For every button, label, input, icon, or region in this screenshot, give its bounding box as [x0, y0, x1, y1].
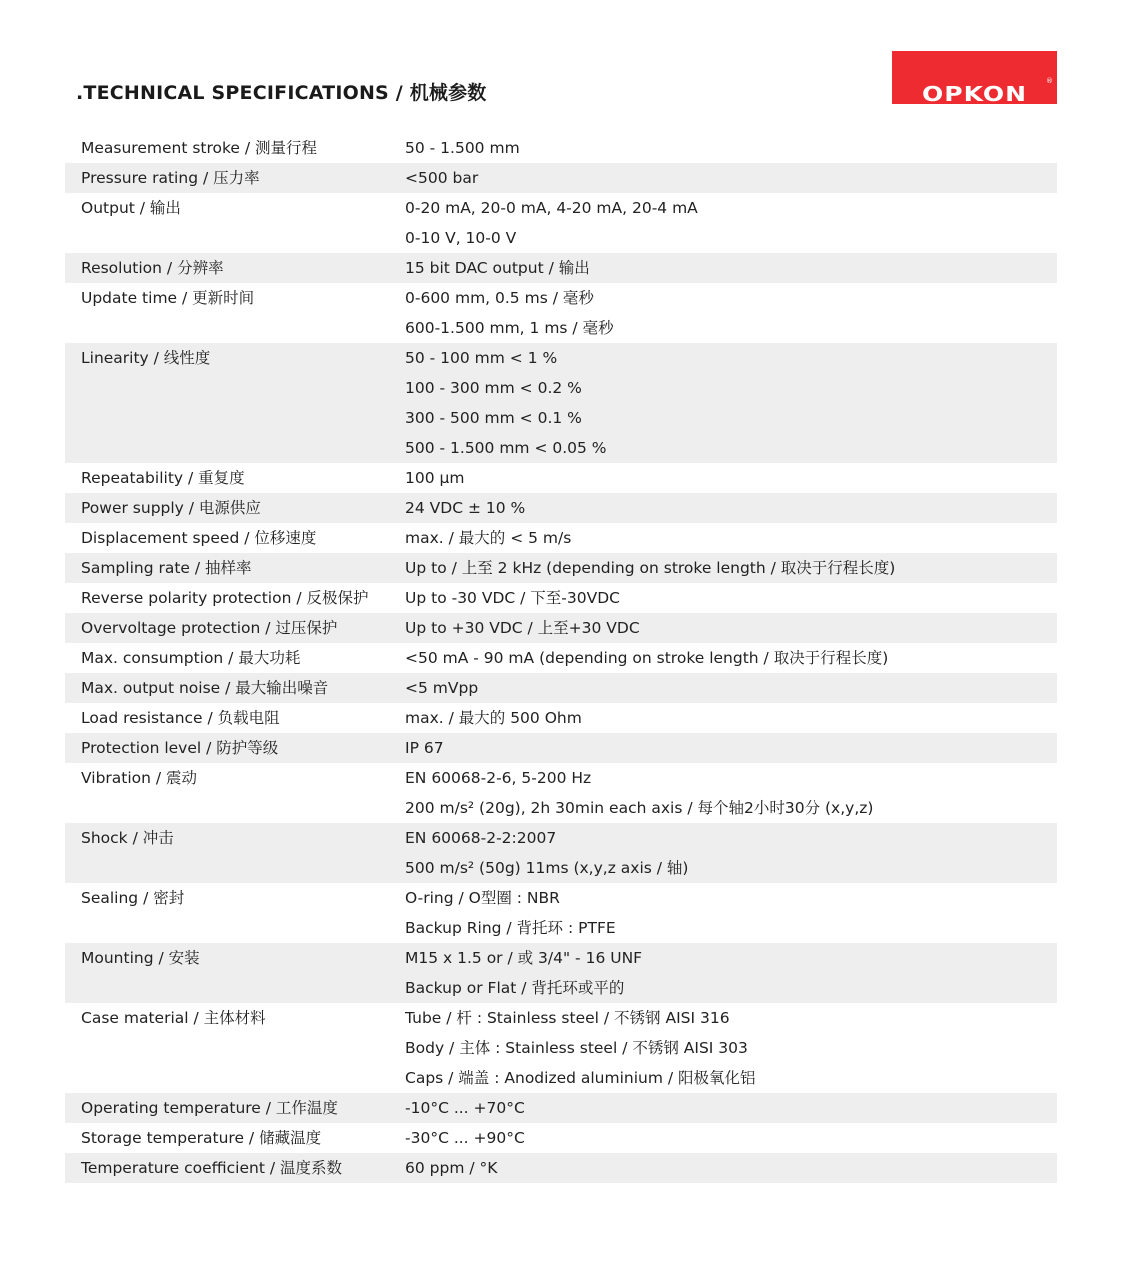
opkon-logo	[892, 51, 1057, 104]
spec-label: Displacement speed / 位移速度	[81, 529, 317, 547]
spec-label: Overvoltage protection / 过压保护	[81, 619, 338, 637]
spec-row	[65, 703, 1057, 733]
spec-row	[65, 673, 1057, 703]
spec-row	[65, 523, 1057, 553]
spec-row	[65, 493, 1057, 523]
spec-label: Reverse polarity protection / 反极保护	[81, 589, 369, 607]
spec-value: 500 - 1.500 mm < 0.05 %	[405, 439, 607, 457]
spec-label: Mounting / 安装	[81, 949, 200, 967]
spec-values	[389, 1123, 1057, 1153]
spec-value: 0-20 mA, 20-0 mA, 4-20 mA, 20-4 mA	[405, 199, 698, 217]
spec-row	[65, 163, 1057, 193]
page-title: .TECHNICAL SPECIFICATIONS / 机械参数	[76, 82, 487, 104]
spec-row	[65, 613, 1057, 643]
spec-label: Resolution / 分辨率	[81, 259, 224, 277]
spec-label: Max. output noise / 最大输出噪音	[81, 679, 329, 697]
spec-value: 100 - 300 mm < 0.2 %	[405, 379, 582, 397]
spec-values	[389, 1093, 1057, 1123]
spec-label: Update time / 更新时间	[81, 289, 255, 307]
spec-label: Sampling rate / 抽样率	[81, 559, 252, 577]
spec-row	[65, 133, 1057, 163]
spec-value: Tube / 杆 : Stainless steel / 不锈钢 AISI 316	[405, 1009, 730, 1027]
spec-label: Shock / 冲击	[81, 829, 174, 847]
spec-value: 0-10 V, 10-0 V	[405, 229, 517, 247]
spec-values	[389, 883, 1057, 943]
spec-label: Max. consumption / 最大功耗	[81, 649, 301, 667]
spec-value: -10°C ... +70°C	[405, 1099, 525, 1117]
spec-value: O-ring / O型圈 : NBR	[405, 889, 560, 907]
spec-value: IP 67	[405, 739, 444, 757]
spec-values	[389, 283, 1057, 343]
spec-row	[65, 283, 1057, 343]
spec-value: 100 μm	[405, 469, 465, 487]
spec-label: Power supply / 电源供应	[81, 499, 261, 517]
spec-value: Backup or Flat / 背托环或平的	[405, 979, 625, 997]
spec-values	[389, 1003, 1057, 1093]
spec-value: M15 x 1.5 or / 或 3/4" - 16 UNF	[405, 949, 643, 967]
spec-value: Up to +30 VDC / 上至+30 VDC	[405, 619, 640, 637]
spec-value: 50 - 100 mm < 1 %	[405, 349, 558, 367]
spec-value: <5 mVpp	[405, 679, 479, 697]
spec-row	[65, 943, 1057, 1003]
spec-label: Sealing / 密封	[81, 889, 185, 907]
spec-values	[389, 463, 1057, 493]
spec-value: Up to -30 VDC / 下至-30VDC	[405, 589, 620, 607]
spec-values	[389, 1153, 1057, 1183]
spec-value: 500 m/s² (50g) 11ms (x,y,z axis / 轴)	[405, 859, 689, 877]
spec-row	[65, 763, 1057, 823]
spec-row	[65, 1003, 1057, 1093]
spec-row	[65, 823, 1057, 883]
spec-table	[65, 133, 1057, 1183]
spec-value: <50 mA - 90 mA (depending on stroke length / 取决于行程长度)	[405, 649, 889, 667]
spec-row	[65, 643, 1057, 673]
spec-label: Vibration / 震动	[81, 769, 198, 787]
spec-value: Backup Ring / 背托环 : PTFE	[405, 919, 616, 937]
spec-row	[65, 1153, 1057, 1183]
spec-value: Body / 主体 : Stainless steel / 不锈钢 AISI 303	[405, 1039, 748, 1057]
spec-values	[389, 703, 1057, 733]
spec-value: 60 ppm / °K	[405, 1159, 498, 1177]
spec-value: <500 bar	[405, 169, 479, 187]
spec-value: 600-1.500 mm, 1 ms / 毫秒	[405, 319, 614, 337]
spec-row	[65, 1123, 1057, 1153]
spec-row	[65, 193, 1057, 253]
spec-row	[65, 463, 1057, 493]
spec-label: Load resistance / 负载电阻	[81, 709, 280, 727]
spec-label: Temperature coefficient / 温度系数	[81, 1159, 342, 1177]
spec-values	[389, 613, 1057, 643]
spec-row	[65, 733, 1057, 763]
spec-row	[65, 1093, 1057, 1123]
spec-value: EN 60068-2-6, 5-200 Hz	[405, 769, 592, 787]
spec-label: Protection level / 防护等级	[81, 739, 279, 757]
spec-value: Caps / 端盖 : Anodized aluminium / 阳极氧化铝	[405, 1069, 756, 1087]
logo-text: OPKON	[922, 82, 1027, 104]
spec-value: 0-600 mm, 0.5 ms / 毫秒	[405, 289, 594, 307]
spec-values	[389, 763, 1057, 823]
spec-row	[65, 343, 1057, 463]
spec-label: Storage temperature / 储藏温度	[81, 1129, 322, 1147]
spec-values	[389, 733, 1057, 763]
spec-label: Pressure rating / 压力率	[81, 169, 260, 187]
spec-values	[389, 343, 1057, 463]
spec-values	[389, 643, 1057, 673]
spec-value: 200 m/s² (20g), 2h 30min each axis / 每个轴2小时30分 (x,y,z)	[405, 799, 874, 817]
spec-values	[389, 523, 1057, 553]
spec-values	[389, 823, 1057, 883]
spec-values	[389, 163, 1057, 193]
spec-label: Measurement stroke / 测量行程	[81, 139, 318, 157]
spec-value: max. / 最大的 < 5 m/s	[405, 529, 572, 547]
spec-row	[65, 583, 1057, 613]
spec-values	[389, 583, 1057, 613]
spec-value: -30°C ... +90°C	[405, 1129, 525, 1147]
spec-values	[389, 553, 1057, 583]
spec-values	[389, 253, 1057, 283]
spec-value: 300 - 500 mm < 0.1 %	[405, 409, 582, 427]
spec-values	[389, 193, 1057, 253]
spec-values	[389, 943, 1057, 1003]
spec-row	[65, 883, 1057, 943]
spec-label: Case material / 主体材料	[81, 1009, 266, 1027]
spec-label: Output / 输出	[81, 199, 181, 217]
spec-label: Linearity / 线性度	[81, 349, 211, 367]
spec-value: 50 - 1.500 mm	[405, 139, 520, 157]
spec-value: 15 bit DAC output / 输出	[405, 259, 590, 277]
spec-value: EN 60068-2-2:2007	[405, 829, 557, 847]
spec-row	[65, 253, 1057, 283]
spec-value: max. / 最大的 500 Ohm	[405, 709, 582, 727]
spec-value: Up to / 上至 2 kHz (depending on stroke length / 取决于行程长度)	[405, 559, 896, 577]
spec-label: Repeatability / 重复度	[81, 469, 245, 487]
registered-mark: ®	[1046, 77, 1053, 85]
spec-values	[389, 493, 1057, 523]
spec-row	[65, 553, 1057, 583]
spec-label: Operating temperature / 工作温度	[81, 1099, 338, 1117]
spec-values	[389, 133, 1057, 163]
spec-value: 24 VDC ± 10 %	[405, 499, 526, 517]
spec-values	[389, 673, 1057, 703]
